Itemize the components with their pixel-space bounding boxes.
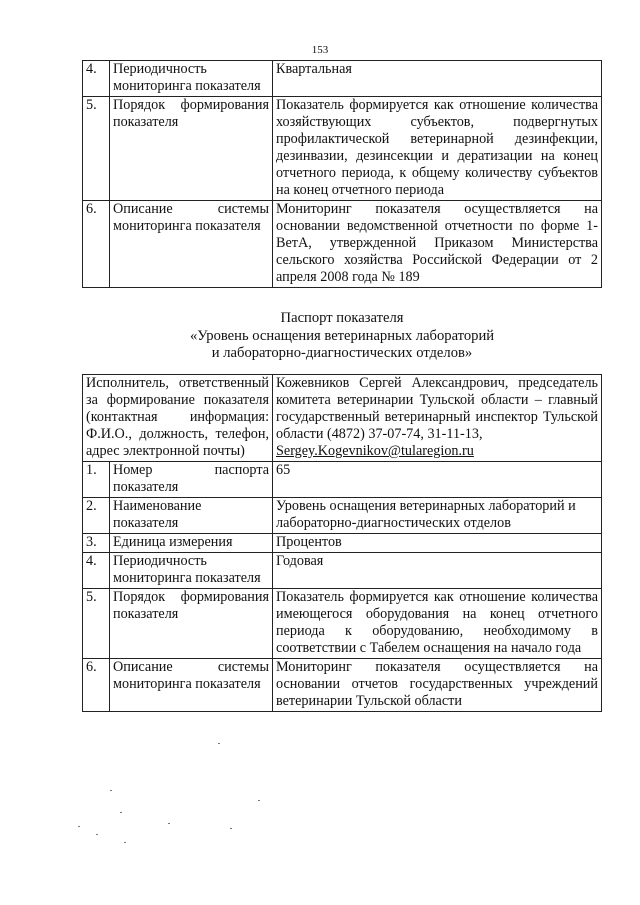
indicator-passport-table bbox=[82, 374, 602, 712]
executor-email-link[interactable]: Sergey.Kogevnikov@tularegion.ru bbox=[276, 443, 474, 459]
row-value: Уровень оснащения ветеринарных лабораторий и лабораторно-диагностических отделов bbox=[273, 498, 602, 534]
indicator-table-continued bbox=[82, 60, 602, 288]
page-number: 153 bbox=[311, 44, 329, 56]
scan-speck bbox=[124, 842, 126, 843]
row-label: Описание системы мониторинга показателя bbox=[110, 201, 273, 288]
row-label: Номер паспорта показателя bbox=[110, 462, 273, 498]
table-row bbox=[83, 97, 602, 201]
row-value: Показатель формируется как отношение количества хозяйствующих субъектов, подвергнутых профилактической ветеринарной дезинфекции, дезинвазии, дезинсекции и дератизации на конец отчетного периода, к общему количеству субъектов на конец отчетного периода bbox=[273, 97, 602, 201]
row-number: 4. bbox=[83, 61, 110, 97]
executor-row bbox=[83, 375, 602, 462]
passport-title: Паспорт показателя bbox=[280, 310, 404, 326]
row-label: Периодичность мониторинга показателя bbox=[110, 553, 273, 589]
scan-speck bbox=[110, 790, 112, 791]
executor-value: Кожевников Сергей Александрович, председатель комитета ветеринарии Тульской области – главный государственный ветеринарный инспектор Тульской области (4872) 37-07-74, 31-11-13, bbox=[276, 375, 598, 442]
scan-speck bbox=[218, 743, 220, 744]
passport-subtitle-line-2: и лабораторно-диагностических отделов» bbox=[211, 345, 473, 361]
executor-cell bbox=[273, 375, 602, 462]
row-number: 6. bbox=[83, 659, 110, 712]
executor-label: Исполнитель, ответственный за формирование показателя (контактная информация: Ф.И.О., должность, телефон, адрес электронной почты) bbox=[83, 375, 273, 462]
row-number: 2. bbox=[83, 498, 110, 534]
row-value: Квартальная bbox=[273, 61, 602, 97]
table-row bbox=[83, 201, 602, 288]
row-label: Наименование показателя bbox=[110, 498, 273, 534]
table-row bbox=[83, 659, 602, 712]
row-value: Годовая bbox=[273, 553, 602, 589]
table-row bbox=[83, 534, 602, 553]
row-number: 5. bbox=[83, 589, 110, 659]
table-row bbox=[83, 553, 602, 589]
row-label: Периодичность мониторинга показателя bbox=[110, 61, 273, 97]
row-value: Показатель формируется как отношение количества имеющегося оборудования на конец отчетного периода к оборудованию, необходимому в соответствии с Табелем оснащения на начало года bbox=[273, 589, 602, 659]
scan-speck bbox=[258, 800, 260, 801]
row-label: Единица измерения bbox=[110, 534, 273, 553]
row-number: 5. bbox=[83, 97, 110, 201]
scan-speck bbox=[230, 828, 232, 829]
row-number: 6. bbox=[83, 201, 110, 288]
row-label: Порядок формирования показателя bbox=[110, 589, 273, 659]
row-label: Порядок формирования показателя bbox=[110, 97, 273, 201]
row-value: Процентов bbox=[273, 534, 602, 553]
table-row bbox=[83, 498, 602, 534]
scan-speck bbox=[78, 826, 80, 827]
passport-subtitle-line-1: «Уровень оснащения ветеринарных лабораторий bbox=[189, 327, 495, 344]
row-number: 3. bbox=[83, 534, 110, 553]
row-value: 65 bbox=[273, 462, 602, 498]
row-number: 4. bbox=[83, 553, 110, 589]
passport-heading bbox=[82, 310, 602, 363]
table-row bbox=[83, 589, 602, 659]
scan-speck bbox=[96, 834, 98, 835]
table-row bbox=[83, 462, 602, 498]
row-number: 1. bbox=[83, 462, 110, 498]
table-row bbox=[83, 61, 602, 97]
scan-speck bbox=[168, 823, 170, 824]
row-value: Мониторинг показателя осуществляется на основании отчетов государственных учреждений ветеринарии Тульской области bbox=[273, 659, 602, 712]
row-label: Описание системы мониторинга показателя bbox=[110, 659, 273, 712]
row-value: Мониторинг показателя осуществляется на основании ведомственной отчетности по форме 1-ВетА, утвержденной Приказом Министерства сельского хозяйства Российской Федерации от 2 апреля 2008 года № 189 bbox=[273, 201, 602, 288]
scan-speck bbox=[120, 812, 122, 813]
